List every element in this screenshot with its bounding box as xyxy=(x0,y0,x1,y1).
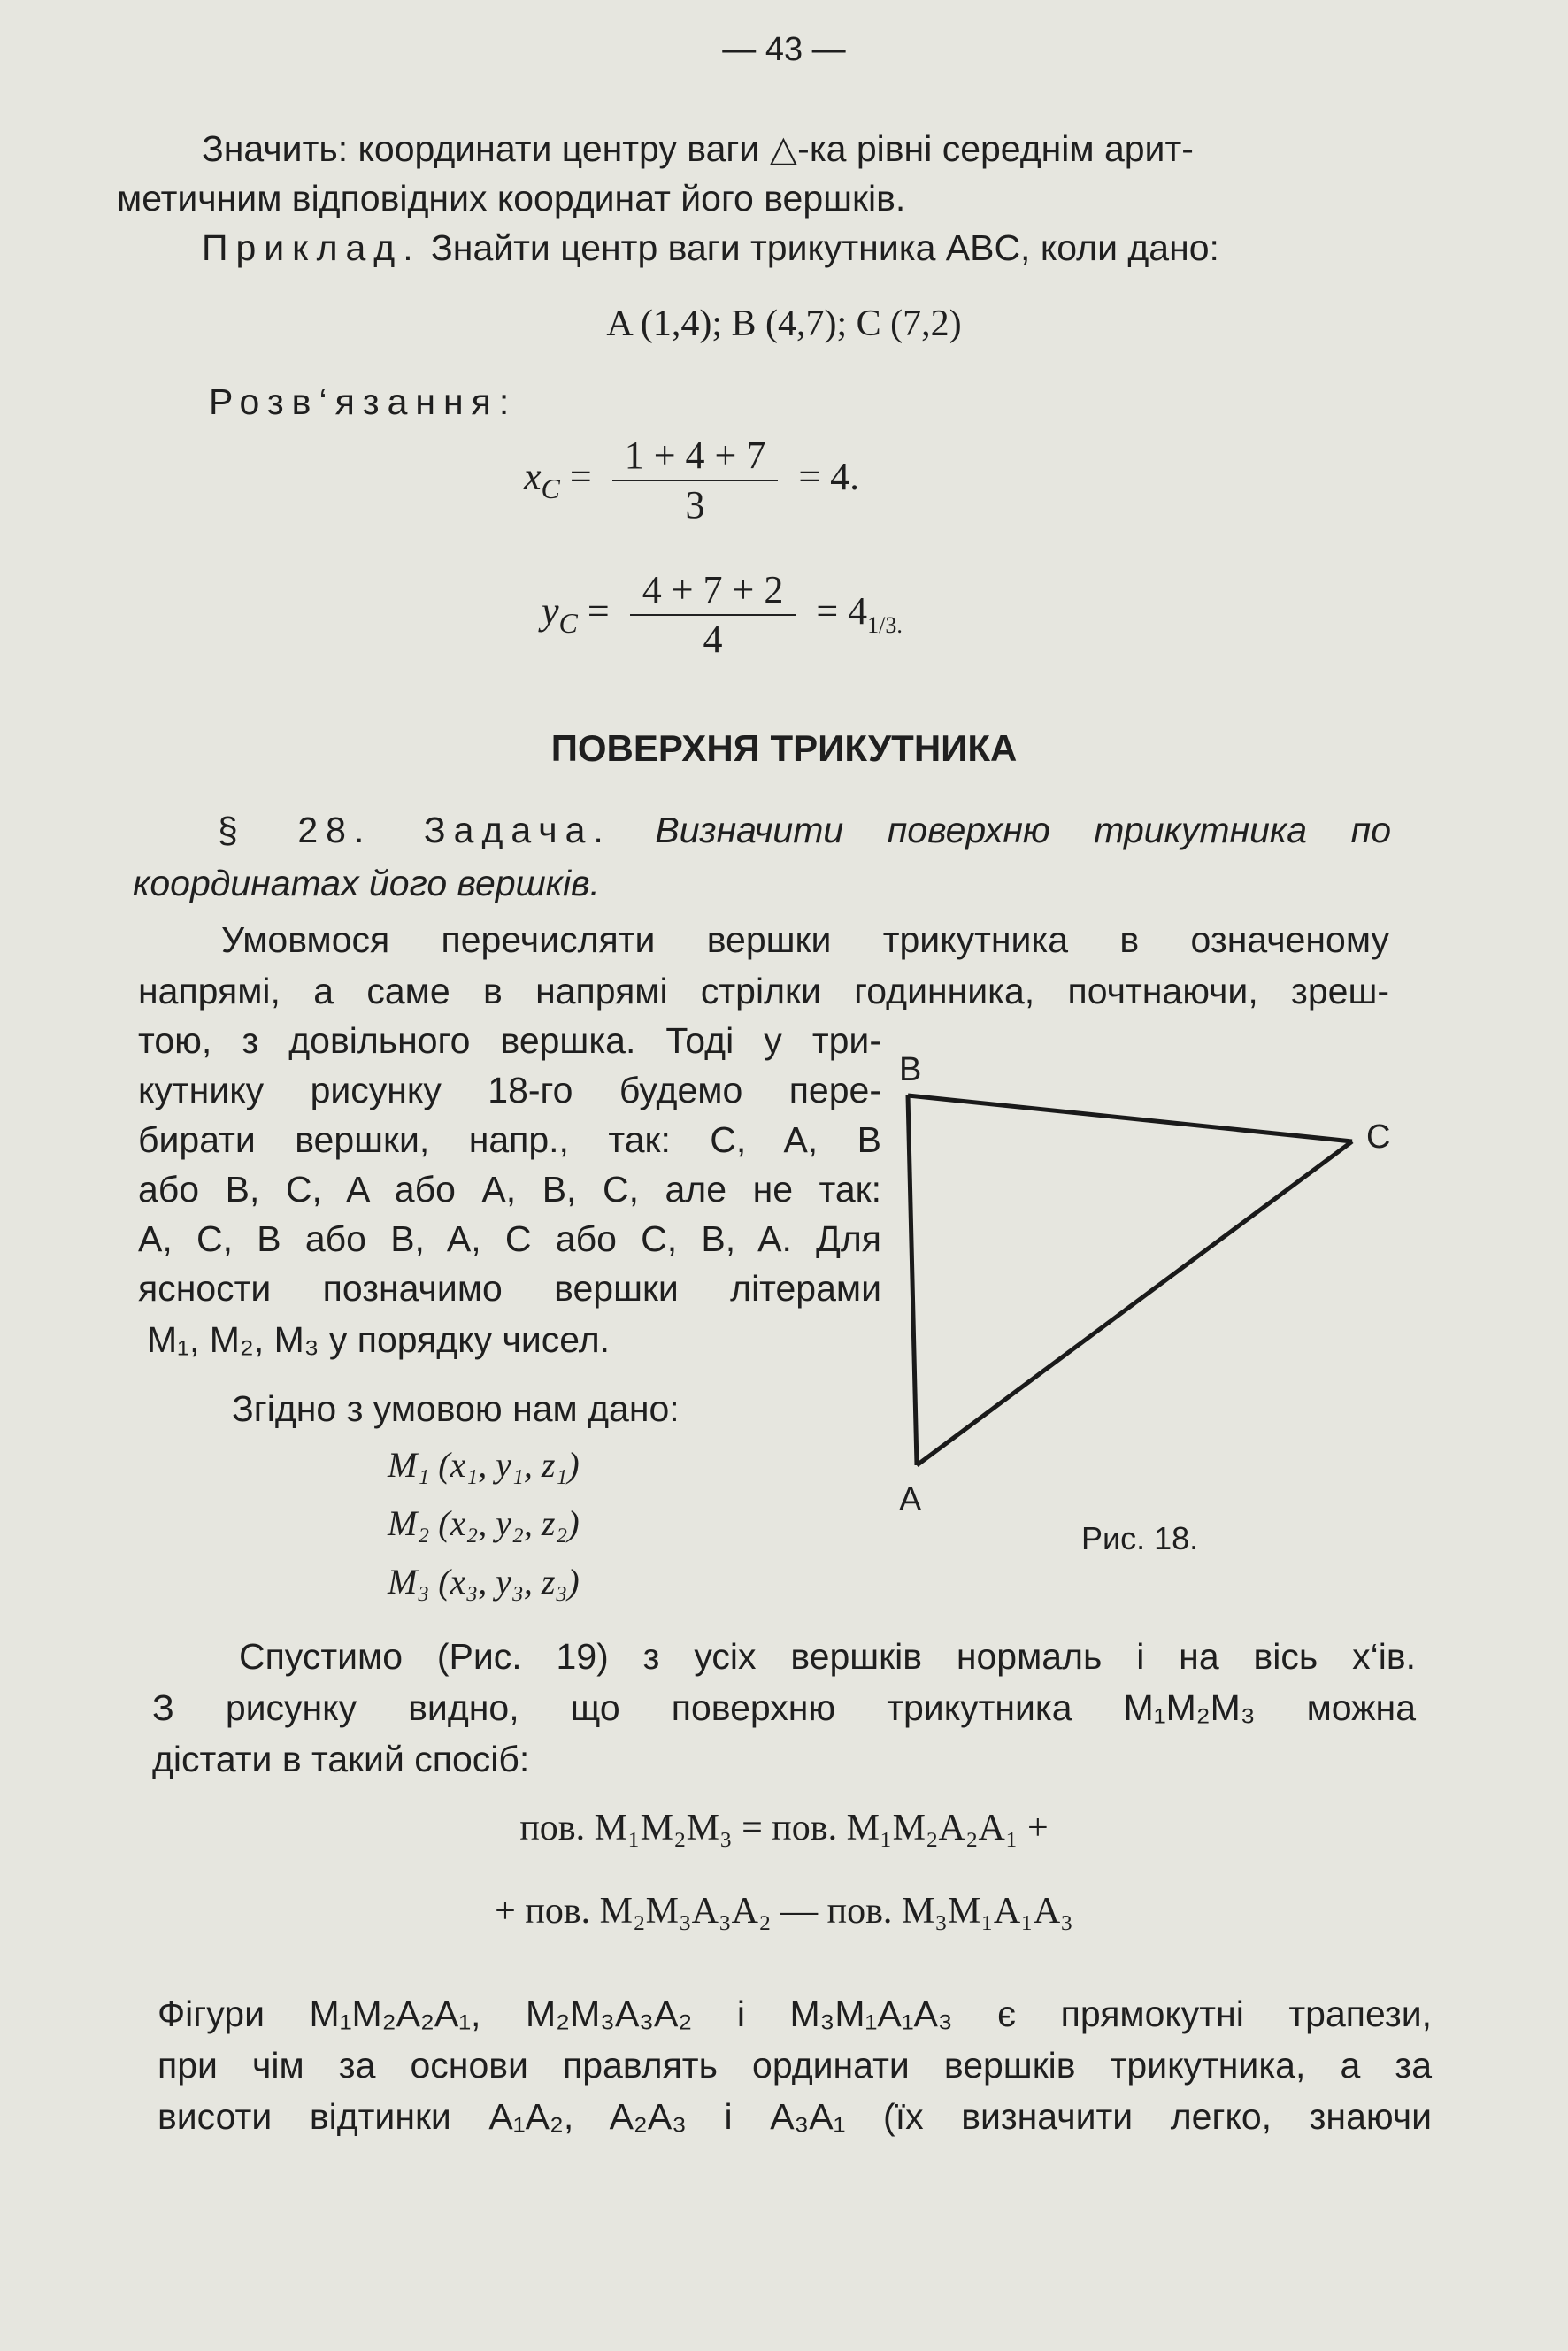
x-result: = 4. xyxy=(798,455,860,499)
intro-line-2: метичним відповідних координат його вершків. xyxy=(117,178,906,219)
y-denominator: 4 xyxy=(703,618,723,661)
body-line-7: A, C, B або B, A, C або C, B, A. Для xyxy=(138,1218,881,1259)
y-result: = 4 xyxy=(816,589,868,634)
example-text: Знайти центр ваги трикутника ABC, коли дано: xyxy=(431,227,1219,268)
x-formula: $x_C$ = $\frac{1 + 4 + 7}{3}$ = 4. xyxy=(524,432,859,529)
tail-line-2: З рисунку видно, що поверхню трикутника M₁M₂M₃ можна xyxy=(152,1687,1416,1728)
area-formula-1: пов. M₁M₂M₃ = пов. M₁M₂A₂A₁ + xyxy=(519,1808,1049,1848)
m3-coords: M₃ (x₃, y₃, z₃) xyxy=(388,1562,580,1602)
task-text-1: Визначити поверхню трикутника по xyxy=(655,810,1391,850)
y-formula: $y_C$ = $\frac{4 + 7 + 2}{4}$ = $4_{1/3.}$ xyxy=(542,566,903,664)
m2-coords: M₂ (x₂, y₂, z₂) xyxy=(388,1503,580,1543)
example-label: Приклад. xyxy=(202,227,421,268)
example-given: A (1,4); B (4,7); C (7,2) xyxy=(606,303,962,344)
body-line-9: M₁, M₂, M₃ у порядку чисел. xyxy=(147,1319,611,1360)
tail-line-4: Фігури M₁M₂A₂A₁, M₂M₃A₃A₂ і M₃M₁A₁A₃ є прямокутні трапези, xyxy=(158,1994,1432,2034)
x-sub: C xyxy=(541,472,560,504)
vertex-label-b: B xyxy=(899,1051,922,1088)
vertex-label-c: C xyxy=(1366,1118,1391,1156)
m1-coords: M₁ (x₁, y₁, z₁) xyxy=(388,1445,580,1485)
intro-line-1: Значить: координати центру ваги △-ка рівні середнім арит- xyxy=(202,128,1194,169)
body-line-1: Умовмося перечисляти вершки трикутника в означеному xyxy=(221,919,1389,960)
section-heading: ПОВЕРХНЯ ТРИКУТНИКА xyxy=(550,727,1018,769)
body-line-6: або B, C, A або A, B, C, але не так: xyxy=(138,1169,881,1210)
triangle-side-bc xyxy=(908,1095,1352,1141)
vertex-label-a: A xyxy=(899,1481,922,1518)
tail-line-5: при чім за основи правлять ординати вершків трикутника, а за xyxy=(158,2045,1432,2086)
body-line-2: напрямі, а саме в напрямі стрілки годинника, почтнаючи, зреш- xyxy=(138,971,1389,1011)
tail-line-1: Спустимо (Рис. 19) з усіх вершків нормаль і на вісь x‘ів. xyxy=(239,1636,1416,1677)
body-line-8: ясности позначимо вершки літерами xyxy=(138,1268,881,1309)
area-formula-2: + пов. M₂M₃A₃A₂ — пов. M₃M₁A₁A₃ xyxy=(495,1891,1073,1932)
body-line-5: бирати вершки, напр., так: C, A, B xyxy=(138,1119,881,1160)
body-line-4: кутнику рисунку 18-го будемо пере- xyxy=(138,1070,881,1110)
tail-line-6: висоти відтинки A₁A₂, A₂A₃ і A₃A₁ (їх визначити легко, знаючи xyxy=(158,2096,1432,2137)
task-line-2: координатах його вершків. xyxy=(133,863,600,903)
page-number: — 43 — xyxy=(722,31,846,68)
x-lhs: x xyxy=(524,455,542,499)
x-numerator: 1 + 4 + 7 xyxy=(612,432,779,481)
tail-line-3: дістати в такий спосіб: xyxy=(152,1739,530,1779)
figure-caption: Рис. 18. xyxy=(1081,1520,1199,1556)
solution-label: Розв‘язання: xyxy=(209,381,518,422)
body-line-3: тою, з довільного вершка. Тоді у три- xyxy=(138,1020,881,1061)
triangle-side-ab xyxy=(908,1095,917,1465)
y-lhs: y xyxy=(542,589,559,634)
y-numerator: 4 + 7 + 2 xyxy=(630,566,796,616)
paragraph-label: § 28. Задача. xyxy=(218,810,611,850)
y-result-fraction: 1/3. xyxy=(867,611,903,638)
x-denominator: 3 xyxy=(685,483,705,526)
triangle-side-ca xyxy=(917,1141,1352,1465)
given-intro: Згідно з умовою нам дано: xyxy=(232,1388,680,1429)
y-sub: C xyxy=(558,606,578,639)
